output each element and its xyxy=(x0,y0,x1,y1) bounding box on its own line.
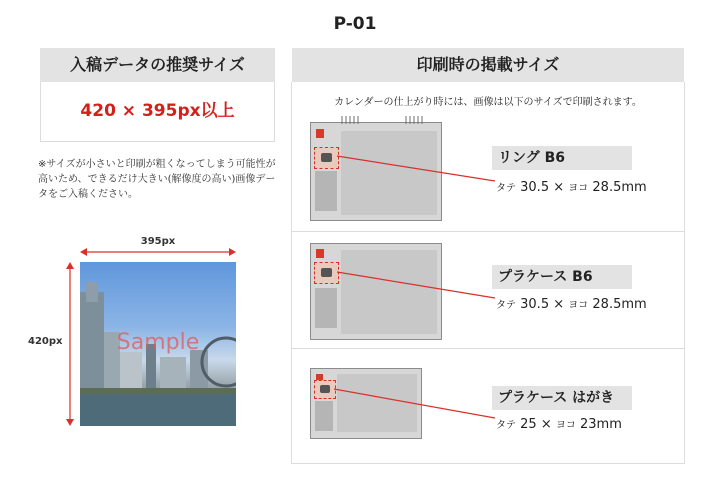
recommended-size-value: 420 × 395px以上 xyxy=(40,82,275,142)
page-id: P-01 xyxy=(333,14,377,34)
product-name: リング B6 xyxy=(492,146,632,170)
product-name: プラケース B6 xyxy=(492,265,632,289)
recommended-size-header: 入稿データの推奨サイズ xyxy=(40,48,275,82)
print-size-header: 印刷時の掲載サイズ xyxy=(292,48,684,82)
sample-watermark: Sample xyxy=(116,330,200,355)
product-dimensions: タテ 25 × ヨコ 23mm xyxy=(496,417,622,432)
product-dimensions: タテ 30.5 × ヨコ 28.5mm xyxy=(496,180,647,195)
product-name: プラケース はがき xyxy=(492,386,632,410)
resolution-note: ※サイズが小さいと印刷が粗くなってしまう可能性が高いため、できるだけ大きい(解像度の高い)画像データをご入稿ください。 xyxy=(38,159,276,200)
height-label: 420px xyxy=(28,336,63,347)
width-label: 395px xyxy=(140,236,176,247)
product-dimensions: タテ 30.5 × ヨコ 28.5mm xyxy=(496,297,647,312)
print-size-intro: カレンダーの仕上がり時には、画像は以下のサイズで印刷されます。 xyxy=(334,97,642,108)
